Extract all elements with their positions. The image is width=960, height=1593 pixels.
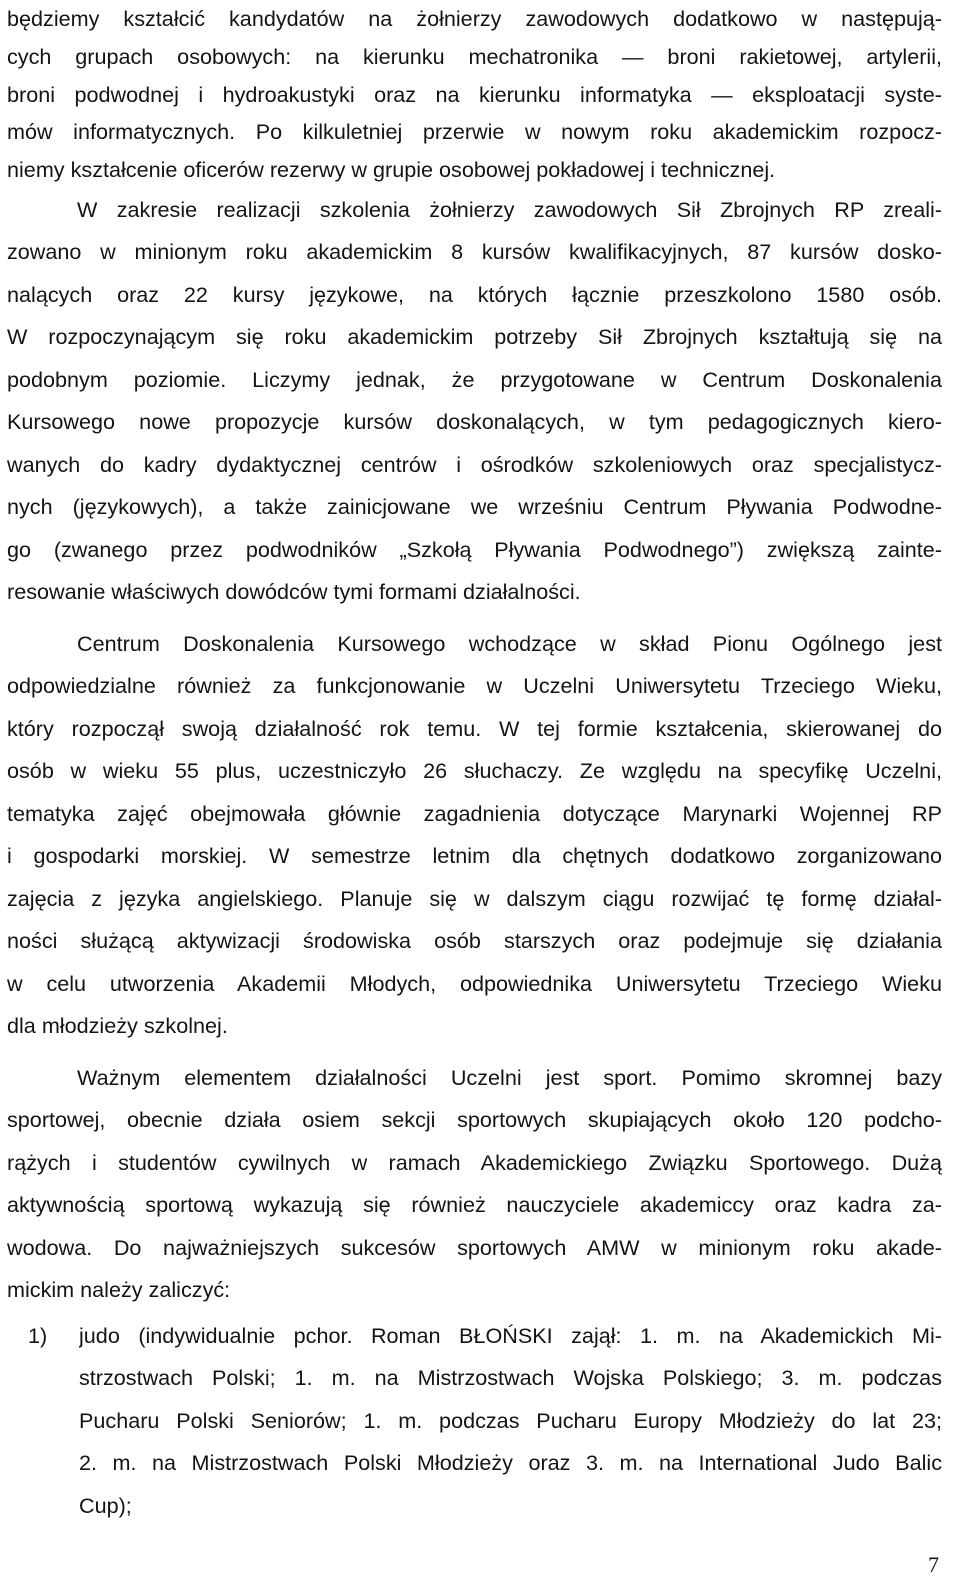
text-line: podobnym poziomie. Liczymy jednak, że przygotowane w Centrum Doskonalenia (7, 366, 942, 392)
text-line: odpowiedzialne również za funkcjonowanie w Uczelni Uniwersytetu Trzeciego Wieku, (7, 673, 942, 699)
text-line: judo (indywidualnie pchor. Roman BŁOŃSKI zajął: 1. m. na Akademickich Mi- (79, 1322, 942, 1348)
text-line: wanych do kadry dydaktycznej centrów i ośrodków szkoleniowych oraz specjalistycz- (7, 451, 942, 477)
text-line: osób w wieku 55 plus, uczestniczyło 26 słuchaczy. Ze względu na specyfikę Uczelni, (7, 758, 942, 784)
text-line: Ważnym elementem działalności Uczelni jest sport. Pomimo skromnej bazy (77, 1064, 942, 1090)
paragraph-sport (7, 1057, 942, 1312)
text-line: w celu utworzenia Akademii Młodych, odpowiednika Uniwersytetu Trzeciego Wieku (7, 970, 942, 996)
text-line: go (zwanego przez podwodników „Szkołą Pływania Podwodnego”) zwiększą zainte- (7, 536, 942, 562)
text-line: W rozpoczynającym się roku akademickim potrzeby Sił Zbrojnych kształtują się na (7, 324, 942, 350)
text-line: będziemy kształcić kandydatów na żołnierzy zawodowych dodatkowo w następują- (7, 6, 942, 31)
text-line: i gospodarki morskiej. W semestrze letnim dla chętnych dodatkowo zorganizowano (7, 843, 942, 869)
text-line: zowano w minionym roku akademickim 8 kursów kwalifikacyjnych, 87 kursów dosko- (7, 239, 942, 265)
paragraph-continuation (7, 0, 942, 189)
list-marker: 1) (28, 1322, 48, 1348)
text-line: resowanie właściwych dowódców tymi formami działalności. (7, 579, 581, 605)
text-line: tematyka zajęć obejmowała głównie zagadnienia dotyczące Marynarki Wojennej RP (7, 800, 942, 826)
page-number: 7 (928, 1552, 939, 1577)
text-line: mickim należy zaliczyć: (7, 1277, 231, 1303)
text-line: ności służącą aktywizacji środowiska osób starszych oraz podejmuje się działania (7, 928, 942, 954)
text-line: niemy kształcenie oficerów rezerwy w grupie osobowej pokładowej i technicznej. (7, 157, 776, 183)
text-line: Cup); (79, 1492, 132, 1518)
text-line: cych grupach osobowych: na kierunku mechatronika — broni rakietowej, artylerii, (7, 43, 942, 69)
list-item (7, 1315, 942, 1528)
text-line: dla młodzieży szkolnej. (7, 1013, 228, 1039)
document-page (7, 0, 942, 1527)
text-line: Pucharu Polski Seniorów; 1. m. podczas Pucharu Europy Młodzieży do lat 23; (79, 1407, 942, 1433)
paragraph-third-age-university (7, 623, 942, 1048)
list-item-body (79, 1315, 942, 1528)
paragraph-training-courses (7, 189, 942, 614)
achievements-list (7, 1315, 942, 1528)
text-line: mów informatycznych. Po kilkuletniej przerwie w nowym roku akademickim rozpocz- (7, 119, 942, 145)
text-line: 2. m. na Mistrzostwach Polski Młodzieży oraz 3. m. na International Judo Balic (79, 1450, 942, 1476)
text-line: W zakresie realizacji szkolenia żołnierzy zawodowych Sił Zbrojnych RP zreali- (77, 196, 942, 222)
text-line: który rozpoczął swoją działalność rok temu. W tej formie kształcenia, skierowanej do (7, 715, 942, 741)
text-line: zajęcia z języka angielskiego. Planuje się w dalszym ciągu rozwijać tę formę działal- (7, 885, 942, 911)
text-line: nalących oraz 22 kursy językowe, na których łącznie przeszkolono 1580 osób. (7, 281, 942, 307)
text-line: nych (językowych), a także zainicjowane we wrześniu Centrum Pływania Podwodne- (7, 494, 942, 520)
text-line: Centrum Doskonalenia Kursowego wchodzące w skład Pionu Ogólnego jest (77, 630, 942, 656)
text-line: rążych i studentów cywilnych w ramach Akademickiego Związku Sportowego. Dużą (7, 1149, 942, 1175)
text-line: Kursowego nowe propozycje kursów doskonalących, w tym pedagogicznych kiero- (7, 409, 942, 435)
text-line: wodowa. Do najważniejszych sukcesów sportowych AMW w minionym roku akade- (7, 1234, 942, 1260)
text-line: strzostwach Polski; 1. m. na Mistrzostwach Wojska Polskiego; 3. m. podczas (79, 1365, 942, 1391)
text-line: aktywnością sportową wykazują się również nauczyciele akademiccy oraz kadra za- (7, 1192, 942, 1218)
text-line: broni podwodnej i hydroakustyki oraz na kierunku informatyka — eksploatacji syste- (7, 81, 942, 107)
text-line: sportowej, obecnie działa osiem sekcji sportowych skupiających około 120 podcho- (7, 1107, 942, 1133)
